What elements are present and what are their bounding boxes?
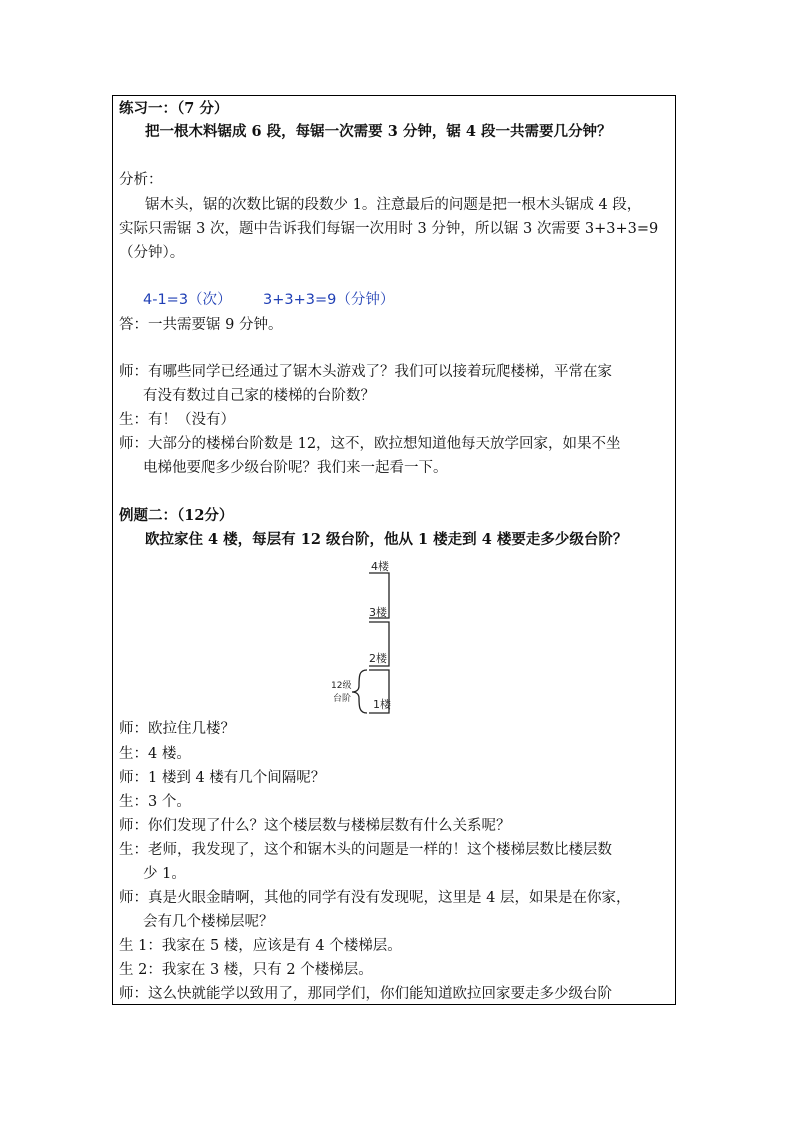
dialogue-line-7a: 师：真是火眼金睛啊，其他的同学有没有发现呢，这里是 4 层，如果是在你家， [119,890,631,906]
exercise1-question: 把一根木料锯成 6 段，每锯一次需要 3 分钟，锯 4 段一共需要几分钟？ [145,123,612,140]
exercise1-heading: 练习一：（7 分） [119,100,229,117]
analysis-line-2: 实际只需锯 3 次，题中告诉我们每锯一次用时 3 分钟，所以锯 3 次需要 3+3+3=9 [119,221,659,237]
floor-1-label: 1楼 [373,698,391,711]
dialogue-line-9: 生 2：我家在 3 楼，只有 2 个楼梯层。 [119,962,373,978]
dialogue-line-6a: 生：老师，我发现了，这个和锯木头的问题是一样的！这个楼梯层数比楼层数 [119,842,612,858]
analysis-line-3: （分钟）。 [119,245,185,261]
steps-count-label: 12级 [331,681,352,691]
analysis-label: 分析： [119,172,163,188]
teacher-line-1a: 师：有哪些同学已经通过了锯木头游戏了？我们可以接着玩爬楼梯，平常在家 [119,364,612,380]
steps-unit-label: 台阶 [333,694,352,704]
dialogue-line-1: 师：欧拉住几楼？ [119,721,235,737]
calc-addition-text: 3+3+3=9（分钟） [263,292,395,308]
teacher-line-2a: 师：大部分的楼梯台阶数是 12，这不，欧拉想知道他每天放学回家，如果不坐 [119,436,621,452]
floor-2-label: 2楼 [369,652,387,665]
example2-question: 欧拉家住 4 楼，每层有 12 级台阶，他从 1 楼走到 4 楼要走多少级台阶？ [145,531,628,548]
dialogue-line-7b: 会有几个楼梯层呢？ [143,914,274,930]
lesson-table-cell [112,95,676,1005]
analysis-line-1: 锯木头，锯的次数比锯的段数少 1。注意最后的问题是把一根木头锯成 4 段， [145,197,642,213]
floor-3-label: 3楼 [369,606,387,619]
floor-4-label: 4楼 [371,560,389,573]
exercise1-answer: 答：一共需要锯 9 分钟。 [119,317,283,333]
dialogue-line-3: 师：1 楼到 4 楼有几个间隔呢？ [119,770,326,786]
dialogue-line-6b: 少 1。 [143,866,186,882]
dialogue-line-2: 生：4 楼。 [119,746,191,762]
dialogue-line-10: 师：这么快就能学以致用了，那同学们，你们能知道欧拉回家要走多少级台阶 [119,986,612,1002]
steps-brace [352,670,367,713]
calc-subtraction-text: 4-1=3（次） [143,292,232,308]
example2-heading: 例题二：（12分） [119,507,234,524]
staircase-diagram [113,96,676,716]
student-line-1: 生：有！（没有） [119,412,235,428]
dialogue-line-4: 生：3 个。 [119,794,191,810]
dialogue-line-5: 师：你们发现了什么？这个楼层数与楼梯层数有什么关系呢？ [119,818,511,834]
dialogue-line-8: 生 1：我家在 5 楼，应该是有 4 个楼梯层。 [119,938,402,954]
teacher-line-1b: 有没有数过自己家的楼梯的台阶数？ [143,388,375,404]
teacher-line-2b: 电梯他要爬多少级台阶呢？我们来一起看一下。 [143,460,448,476]
